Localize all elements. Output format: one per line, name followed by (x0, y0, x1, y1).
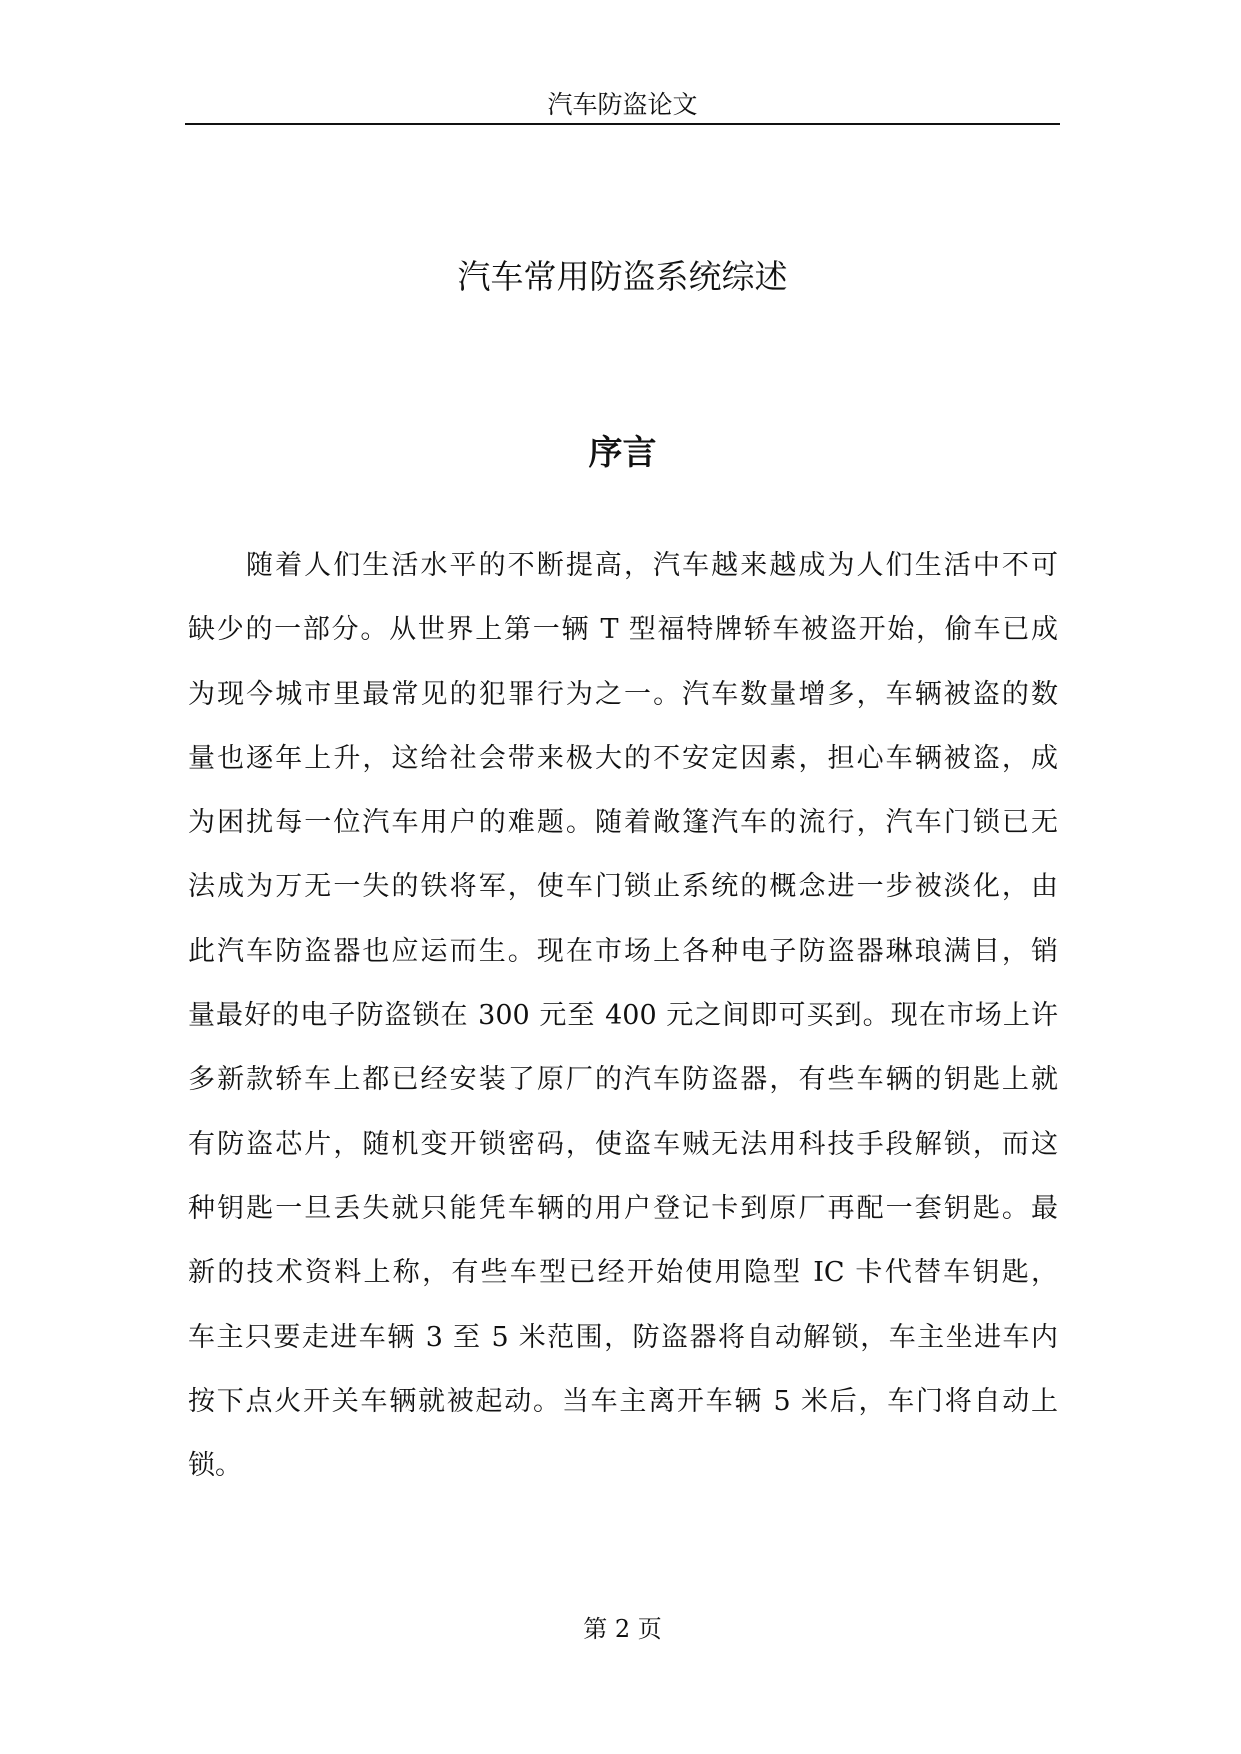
header-rule (185, 123, 1060, 125)
body-paragraph (188, 534, 1058, 1498)
paragraph-line: 量也逐年上升，这给社会带来极大的不安定因素，担心车辆被盗，成 (188, 742, 1058, 774)
document-title: 汽车常用防盗系统综述 (457, 257, 788, 296)
section-heading: 序言 (588, 433, 657, 473)
paragraph-line: 此汽车防盗器也应运而生。现在市场上各种电子防盗器琳琅满目，销 (188, 935, 1058, 967)
paragraph-line: 随着人们生活水平的不断提高，汽车越来越成为人们生活中不可 (246, 550, 1058, 581)
paragraph-line: 按下点火开关车辆就被起动。当车主离开车辆 5 米后，车门将自动上 (188, 1385, 1058, 1417)
paragraph-line: 缺少的一部分。从世界上第一辆 T 型福特牌轿车被盗开始，偷车已成 (188, 614, 1058, 646)
running-header: 汽车防盗论文 (547, 90, 698, 119)
paragraph-line: 量最好的电子防盗锁在 300 元至 400 元之间即可买到。现在市场上许 (188, 1000, 1058, 1032)
paragraph-line: 新的技术资料上称，有些车型已经开始使用隐型 IC 卡代替车钥匙， (188, 1257, 1058, 1289)
page-number: 第 2 页 (583, 1615, 662, 1643)
paragraph-line: 种钥匙一旦丢失就只能凭车辆的用户登记卡到原厂再配一套钥匙。最 (188, 1192, 1058, 1224)
paragraph-line: 锁。 (188, 1450, 242, 1482)
paragraph-line: 车主只要走进车辆 3 至 5 米范围，防盗器将自动解锁，车主坐进车内 (188, 1321, 1058, 1353)
paragraph-line: 法成为万无一失的铁将军，使车门锁止系统的概念进一步被淡化，由 (188, 871, 1058, 903)
paragraph-line: 有防盗芯片，随机变开锁密码，使盗车贼无法用科技手段解锁，而这 (188, 1128, 1058, 1160)
paragraph-line: 为现今城市里最常见的犯罪行为之一。汽车数量增多，车辆被盗的数 (188, 678, 1058, 710)
paragraph-line: 为困扰每一位汽车用户的难题。随着敞篷汽车的流行，汽车门锁已无 (188, 807, 1058, 839)
paragraph-line: 多新款轿车上都已经安装了原厂的汽车防盗器，有些车辆的钥匙上就 (188, 1064, 1058, 1096)
